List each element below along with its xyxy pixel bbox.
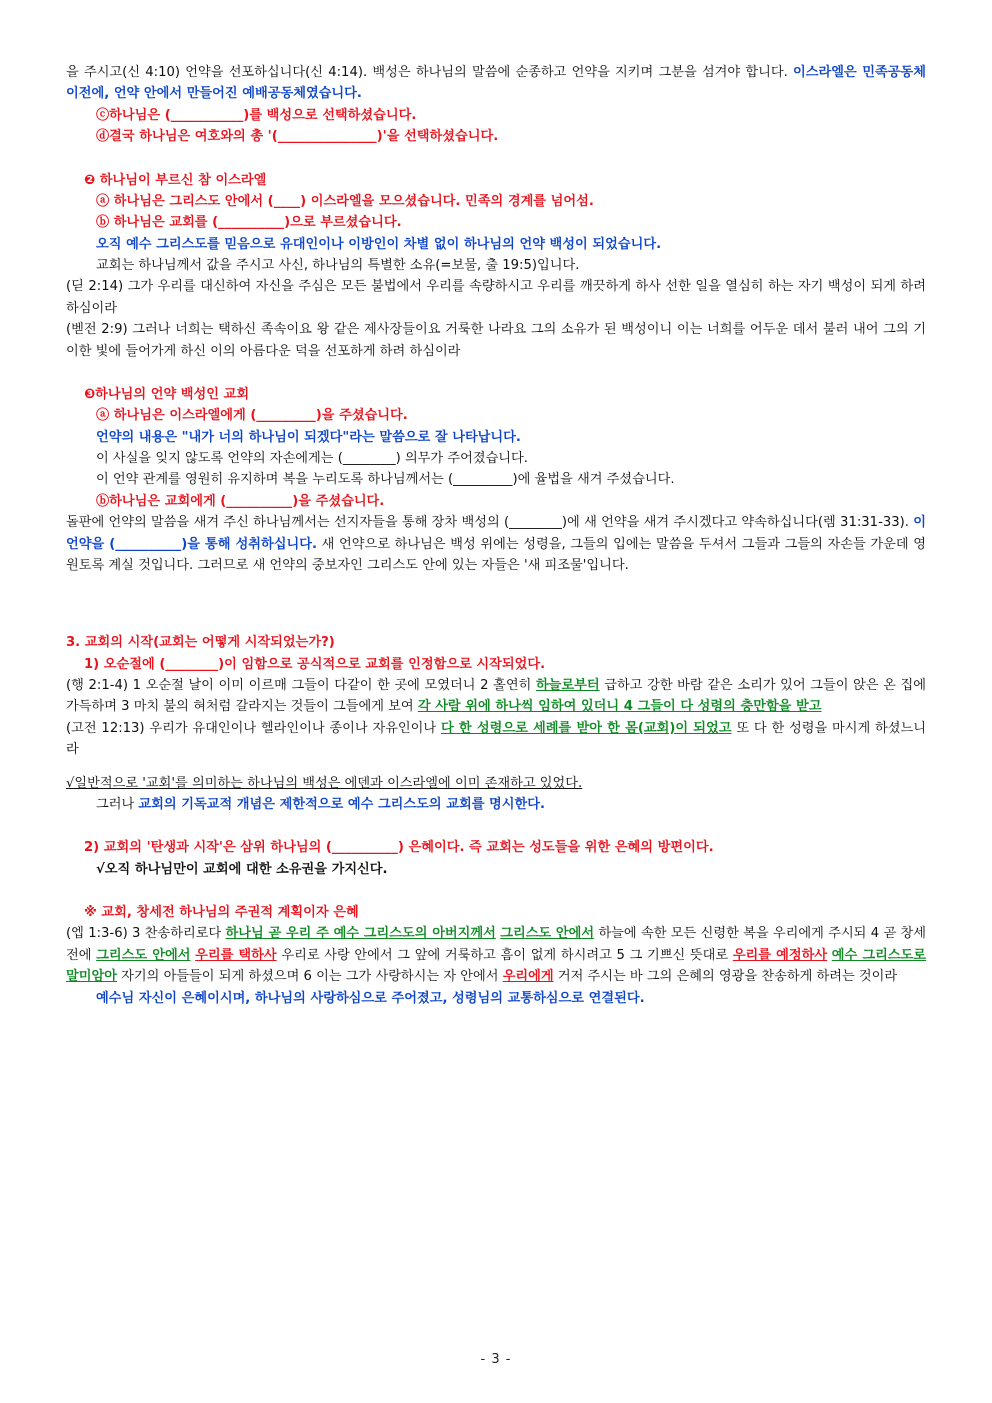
text-run: 거저 주시는 바 그의 은혜의 영광을 찬송하게 하려는 것이라	[553, 969, 898, 985]
text-run: 또 다 한 성령을 마시게 하셨느니라	[66, 720, 926, 758]
paragraph	[66, 773, 926, 794]
text-run: 이 사실을 잊지 않도록 언약의 자손에게는 (________) 의무가 주어졌습니다.	[96, 451, 528, 466]
paragraph	[66, 632, 926, 653]
text-run: 우리를 예정하사	[732, 947, 828, 963]
text-run: 우리로 사랑 안에서 그 앞에 거룩하고 흠이 없게 하시려고 5 그 기쁘신 뜻대로	[276, 947, 733, 963]
paragraph	[66, 491, 926, 512]
text-run: ⓑ 하나님은 교회를 (__________)으로 부르셨습니다.	[96, 215, 402, 231]
text-run: ❷ 하나님이 부르신 참 이스라엘	[84, 172, 267, 188]
spacer	[66, 148, 926, 170]
paragraph	[66, 62, 926, 105]
text-run: ❸하나님의 언약 백성인 교회	[84, 386, 250, 402]
text-run: 우리를 택하사	[195, 947, 277, 963]
paragraph	[66, 234, 926, 255]
text-run: 이스라엘은 민족공동체 이전에, 언약 안에서 만들어진 예배공동체였습니다.	[66, 65, 926, 102]
paragraph	[66, 654, 926, 675]
text-run: 이 언약을 (__________)을 통해 성취하십니다.	[66, 515, 926, 552]
text-run: 예수 그리스도로 말미암아	[66, 947, 927, 985]
text-run: 2) 교회의 '탄생과 시작'은 삼위 하나님의 (__________) 은혜이다. 즉 교회는 성도들을 위한 은혜의 방편이다.	[84, 840, 714, 856]
text-run: 을 주시고(신 4:10) 언약을 선포하십니다(신 4:14). 백성은 하나님의 말씀에 순종하고 언약을 지키며 그분을 섬겨야 합니다.	[66, 65, 793, 80]
paragraph	[66, 384, 926, 405]
paragraph	[66, 718, 926, 761]
text-run: 오직 예수 그리스도를 믿음으로 유대인이나 이방인이 차별 없이 하나님의 언약 백성이 되었습니다.	[96, 236, 662, 252]
text-run: ※ 교회, 창세전 하나님의 주권적 계획이자 은혜	[84, 905, 359, 920]
paragraph	[66, 255, 926, 276]
text-run: 하늘로부터	[535, 678, 600, 693]
text-run: (벧전 2:9) 그러나 너희는 택하신 족속이요 왕 같은 제사장들이요 거룩한 나라요 그의 소유가 된 백성이니 이는 너희를 어두운 데서 불러 내어 그의 기이한 빛에 들어가게 하신 이의 아름다운 덕을 선포하게 하려 하심이라	[66, 322, 926, 359]
paragraph	[66, 170, 926, 191]
text-run: √일반적으로 '교회'를 의미하는 하나님의 백성은 에덴과 이스라엘에 이미 존재하고 있었다.	[66, 775, 583, 791]
spacer	[66, 761, 926, 773]
paragraph	[66, 675, 926, 718]
text-run: 1) 오순절에 (________)이 임함으로 공식적으로 교회를 인정함으로 시작되었다.	[84, 656, 546, 672]
paragraph	[66, 469, 926, 490]
text-run: 그리스도 안에서	[500, 926, 595, 942]
text-run: 예수님 자신이 은혜이시며, 하나님의 사랑하심으로 주어졌고, 성령님의 교통하심으로 연결된다.	[96, 990, 645, 1006]
spacer	[66, 880, 926, 902]
spacer	[66, 815, 926, 837]
paragraph	[66, 448, 926, 469]
text-run: (고전 12:13) 우리가 유대인이나 헬라인이나 종이나 자유인이나	[66, 720, 441, 736]
text-run: ⓒ하나님은 (___________)를 백성으로 선택하셨습니다.	[96, 107, 417, 123]
text-run: ⓐ 하나님은 그리스도 안에서 (____) 이스라엘을 모으셨습니다. 민족의 경계를 넘어섬.	[96, 193, 594, 209]
document-body	[66, 62, 926, 1009]
text-run: ⓐ 하나님은 이스라엘에게 (_________)을 주셨습니다.	[96, 408, 408, 424]
text-run: 새 언약으로 하나님은 백성 위에는 성령을, 그들의 입에는 말씀을 두셔서 그들과 그들의 자손들 가운데 영원토록 계실 것입니다. 그러므로 새 언약의 중보자인 그리스도 안에 있는 자들은 '새 피조물'입니다.	[66, 536, 926, 573]
text-run: 3. 교회의 시작(교회는 어떻게 시작되었는가?)	[66, 635, 335, 651]
spacer	[66, 576, 926, 632]
text-run: 교회는 하나님께서 값을 주시고 사신, 하나님의 특별한 소유(=보물, 출 19:5)입니다.	[96, 258, 580, 273]
paragraph	[66, 837, 926, 858]
text-run: 이 언약 관계를 영원히 유지하며 복을 누리도록 하나님께서는 (_________)에 율법을 새겨 주셨습니다.	[96, 472, 675, 488]
text-run: 자기의 아들들이 되게 하셨으며 6 이는 그가 사랑하시는 자 안에서	[116, 969, 503, 985]
text-run: (딛 2:14) 그가 우리를 대신하여 자신을 주심은 모든 불법에서 우리를 속량하시고 우리를 깨끗하게 하사 선한 일을 열심히 하는 자기 백성이 되게 하려 하심이라	[66, 279, 926, 316]
text-run: √오직 하나님만이 교회에 대한 소유권을 가지신다.	[96, 861, 388, 877]
text-run: 언약의 내용은 "내가 너의 하나님이 되겠다"라는 말씀으로 잘 나타납니다.	[96, 429, 521, 445]
paragraph	[66, 512, 926, 576]
text-run: 그러나	[96, 796, 139, 812]
text-run: ⓑ하나님은 교회에게 (__________)을 주셨습니다.	[96, 493, 385, 509]
paragraph	[66, 126, 926, 147]
paragraph	[66, 105, 926, 126]
page-number: - 3 -	[480, 1352, 512, 1367]
text-run: 각 사람 위에 하나씩 임하여 있더니 4 그들이 다 성령의 충만함을 받고	[417, 699, 822, 715]
text-run: 다 한 성령으로 세례를 받아 한 몸(교회)이 되었고	[440, 720, 732, 736]
paragraph	[66, 319, 926, 362]
paragraph	[66, 405, 926, 426]
paragraph	[66, 276, 926, 319]
text-run: 교회의 기독교적 개념은 제한적으로 예수 그리스도의 교회를 명시한다.	[138, 796, 546, 812]
text-run: 돌판에 언약의 말씀을 새겨 주신 하나님께서는 선지자들을 통해 장차 백성의 (________)에 새 언약을 새겨 주시겠다고 약속하십니다(렘 31:31-33).	[66, 515, 914, 531]
paragraph	[66, 427, 926, 448]
text-run: 하늘에 속한 모든 신령한 복을 우리에게 주시되 4 곧 창세 전에	[66, 926, 926, 963]
text-run: 우리에게	[502, 969, 554, 985]
paragraph	[66, 794, 926, 815]
paragraph	[66, 988, 926, 1009]
paragraph	[66, 923, 926, 987]
paragraph	[66, 859, 926, 880]
paragraph	[66, 902, 926, 923]
text-run: (엡 1:3-6) 3 찬송하리로다	[66, 926, 226, 942]
text-run: (행 2:1-4) 1 오순절 날이 이미 이르매 그들이 다같이 한 곳에 모였더니 2 홀연히	[66, 678, 536, 693]
text-run: 하나님 곧 우리 주 예수 그리스도의 아버지께서	[225, 926, 496, 942]
text-run: 급하고 강한 바람 같은 소리가 있어 그들이 앉은 온 집에 가득하며 3 마치 불의 혀처럼 갈라지는 것들이 그들에게 보여	[66, 678, 926, 715]
paragraph	[66, 191, 926, 212]
text-run: 그리스도 안에서	[96, 947, 191, 963]
spacer	[66, 362, 926, 384]
paragraph	[66, 212, 926, 233]
text-run: ⓓ결국 하나님은 여호와의 총 '(_______________)'을 선택하셨습니다.	[96, 129, 499, 145]
